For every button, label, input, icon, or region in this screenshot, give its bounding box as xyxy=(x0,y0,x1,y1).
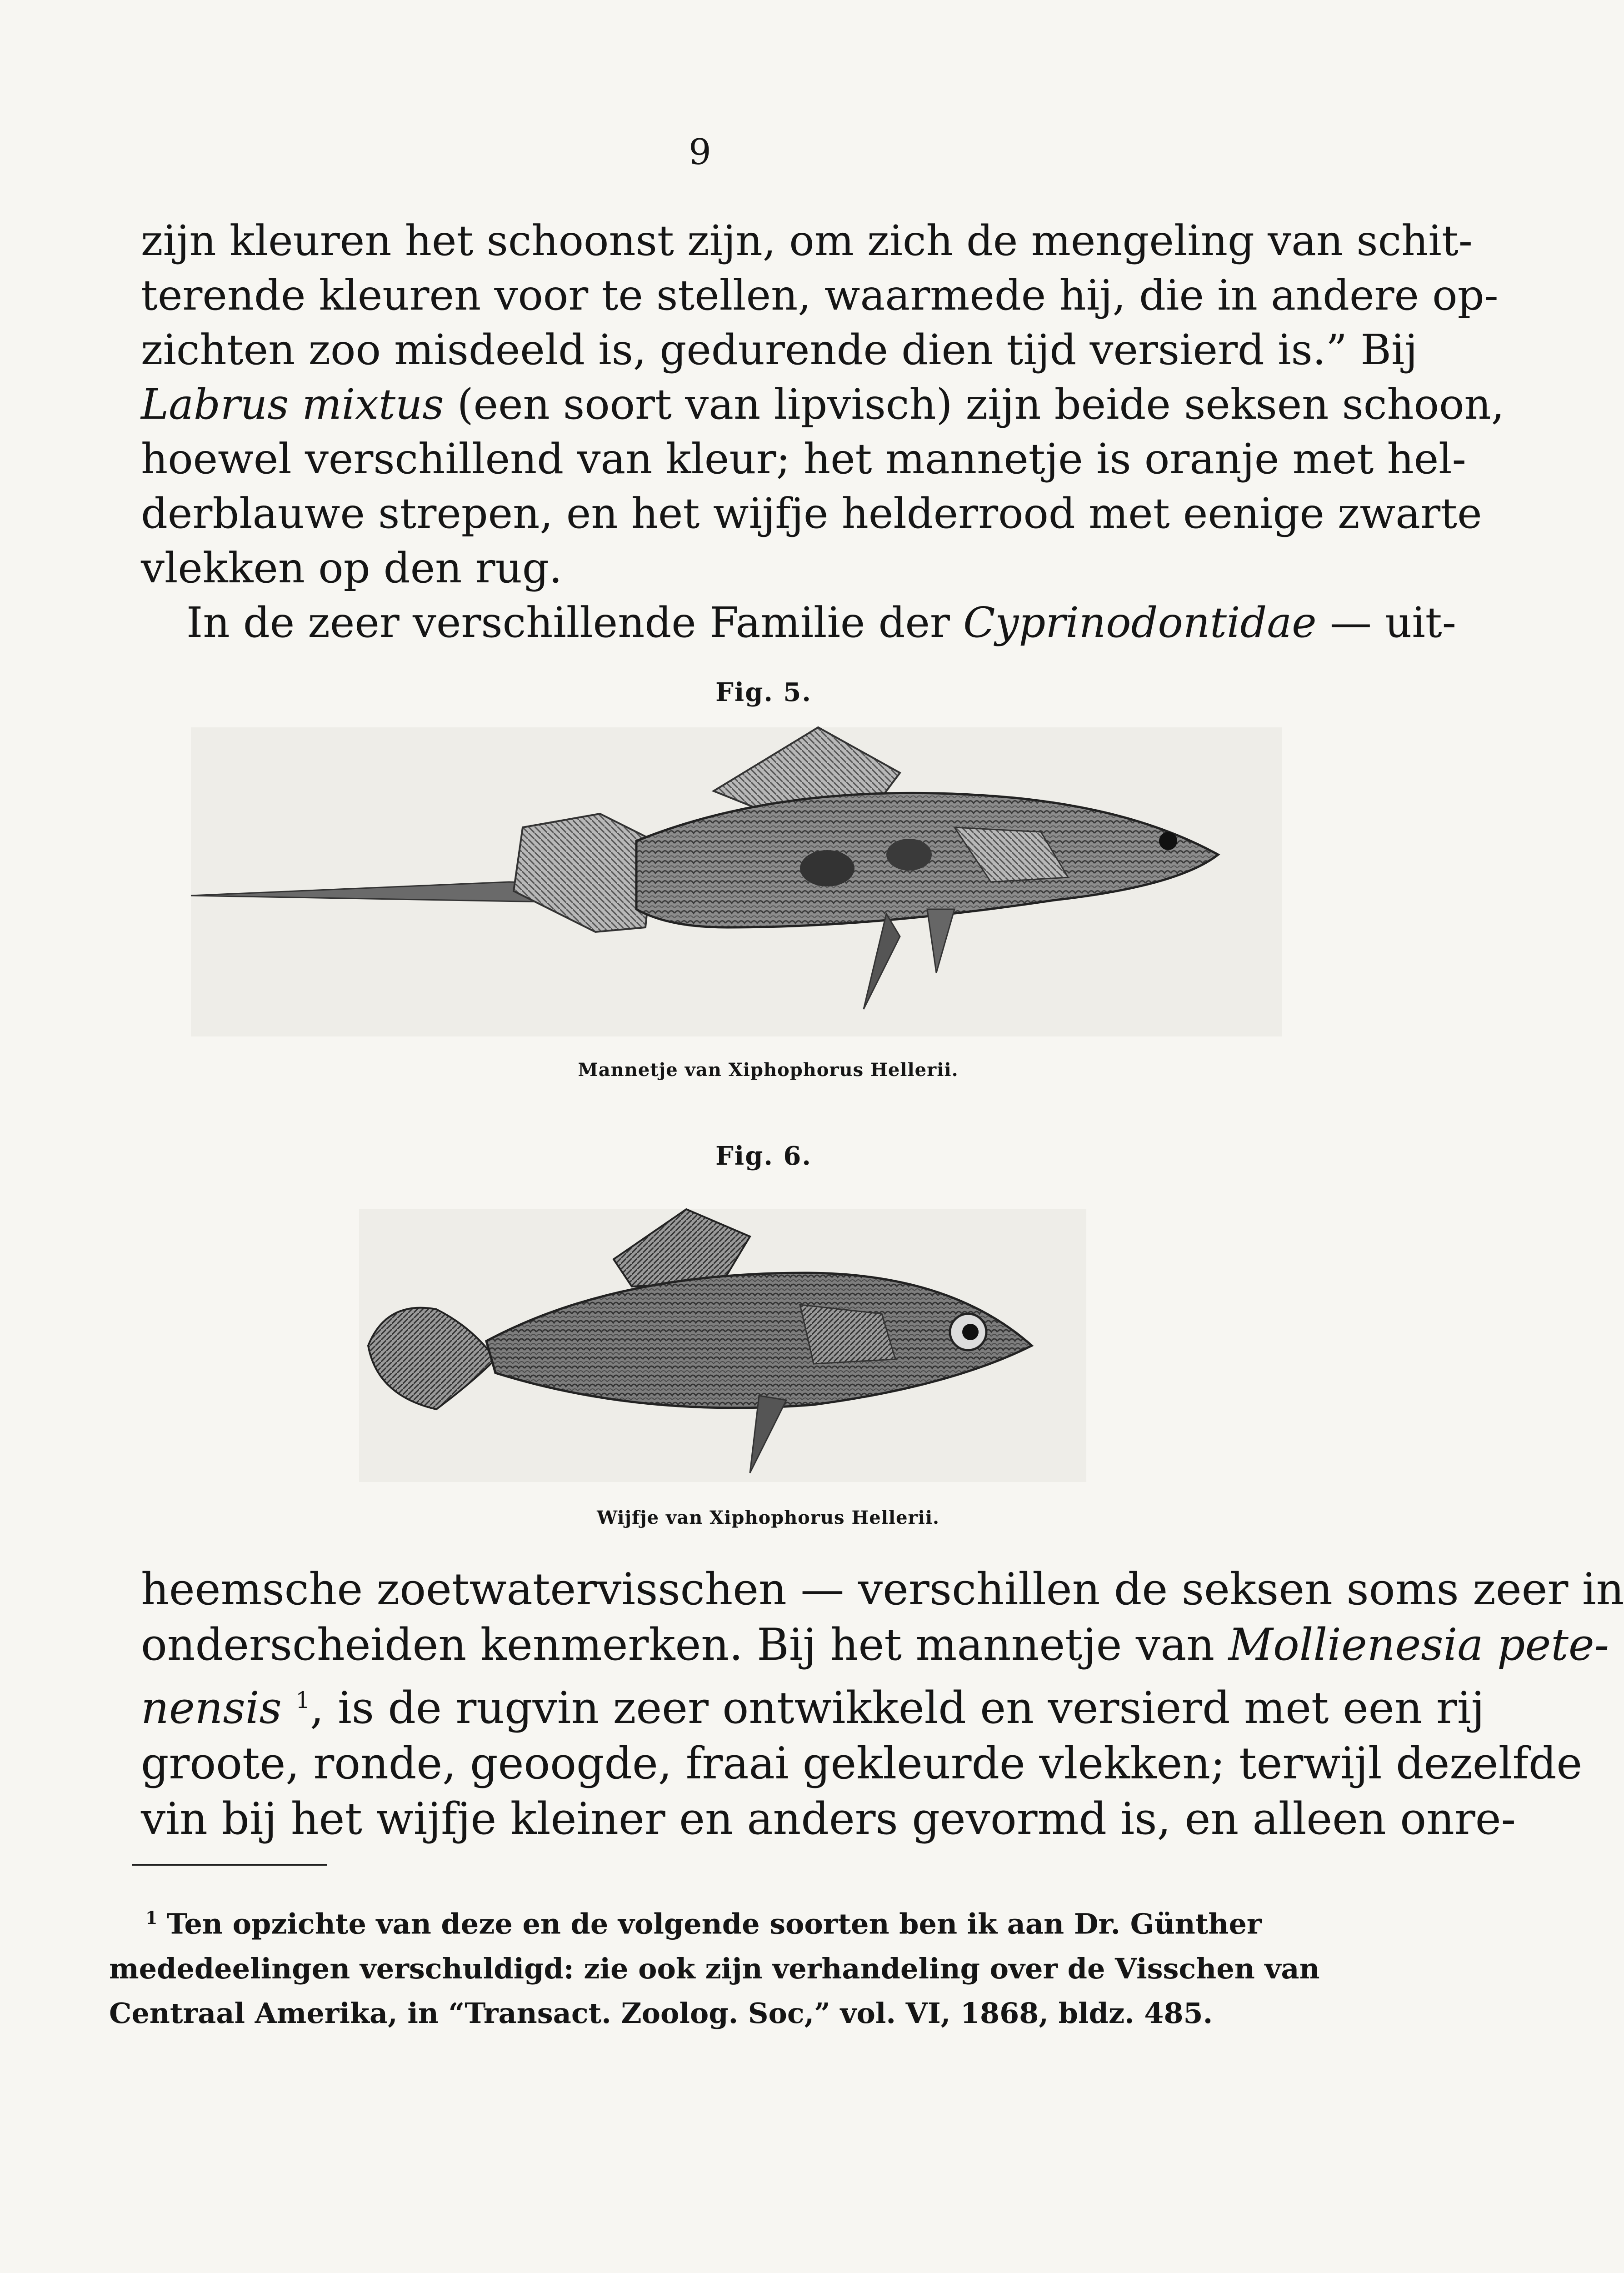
text-line: groote, ronde, geoogde, fraai gekleurde vlekken; terwijl dezelfde xyxy=(141,1738,1583,1789)
figure-5-label: Fig. 5. xyxy=(715,677,812,707)
footnote-line: Centraal Amerika, in “Transact. Zoolog. Soc,” vol. VI, 1868, bldz. 485. xyxy=(109,1996,1213,2030)
text-line: Labrus mixtus (een soort van lipvisch) zijn beide seksen schoon, xyxy=(141,380,1504,429)
text-line: vin bij het wijfje kleiner en anders gevormd is, en alleen onre- xyxy=(141,1793,1516,1844)
footnote-divider xyxy=(132,1864,327,1866)
text-line: nensis $^1$, is de rugvin zeer ontwikkeld en versierd met een rij xyxy=(141,1682,1485,1733)
figure-6-label: Fig. 6. xyxy=(715,1141,812,1171)
text-line: zijn kleuren het schoonst zijn, om zich de mengeling van schit- xyxy=(141,216,1473,265)
family-name: Cyprinodontidae xyxy=(963,598,1317,647)
footnote-line: $^1$ Ten opzichte van deze en de volgende soorten ben ik aan Dr. Günther xyxy=(145,1907,1262,1941)
footnote-line: mededeelingen verschuldigd: zie ook zijn verhandeling over de Visschen van xyxy=(109,1952,1320,1985)
species-name: Mollienesia pete- xyxy=(1228,1619,1609,1670)
figure-5-male-swordtail xyxy=(191,718,1282,1046)
footnote xyxy=(109,1896,1320,2036)
first-paragraph xyxy=(141,214,1504,650)
text-line: onderscheiden kenmerken. Bij het mannetje van Mollienesia pete- xyxy=(141,1619,1609,1670)
text-line: vlekken op den rug. xyxy=(141,544,563,592)
figure-6-female-swordtail xyxy=(359,1182,1086,1491)
text-line: heemsche zoetwatervisschen — verschillen de seksen soms zeer in xyxy=(141,1564,1624,1615)
footnote-marker: 1 xyxy=(145,1908,158,1928)
text-line: derblauwe strepen, en het wijfje helderrood met eenige zwarte xyxy=(141,489,1482,538)
text-line: terende kleuren voor te stellen, waarmede hij, die in andere op- xyxy=(141,271,1499,320)
species-name: Labrus mixtus xyxy=(141,380,444,429)
footnote-reference: 1 xyxy=(295,1687,310,1713)
text-line: In de zeer verschillende Familie der Cyprinodontidae — uit- xyxy=(186,598,1456,647)
page-number: 9 xyxy=(689,132,711,173)
continuation-paragraph xyxy=(141,1562,1624,1847)
text-line: hoewel verschillend van kleur; het mannetje is oranje met hel- xyxy=(141,435,1466,483)
text-line: zichten zoo misdeeld is, gedurende dien tijd versierd is.” Bij xyxy=(141,325,1418,374)
figure-5-caption: Mannetje van Xiphophorus Hellerii. xyxy=(578,1059,959,1081)
figure-6-caption: Wijfje van Xiphophorus Hellerii. xyxy=(597,1507,939,1528)
species-name: nensis xyxy=(141,1682,282,1733)
